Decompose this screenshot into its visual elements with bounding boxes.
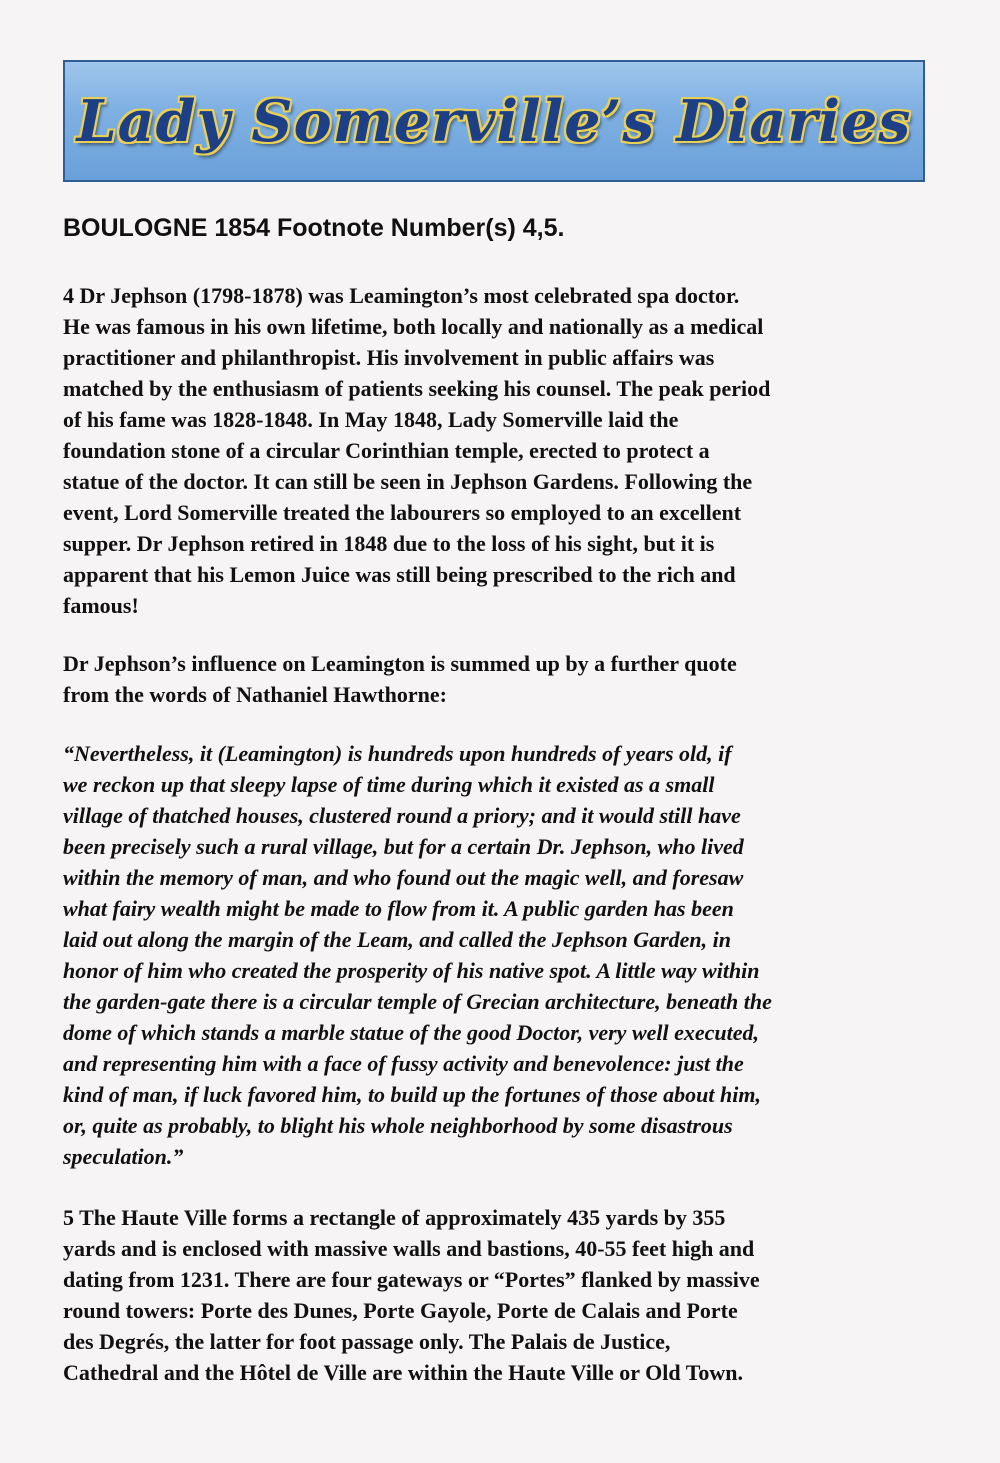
quote-line: dome of which stands a marble statue of the good Doctor, very well executed, <box>63 1020 760 1045</box>
quote-line: kind of man, if luck favored him, to build up the fortunes of those about him, <box>63 1082 761 1107</box>
quote-line: honor of him who created the prosperity of his native spot. A little way within <box>63 958 760 983</box>
footnote-4-line: of his fame was 1828-1848. In May 1848, Lady Somerville laid the <box>63 407 679 432</box>
quote-line: “Nevertheless, it (Leamington) is hundreds upon hundreds of years old, if <box>63 741 732 766</box>
footnote-5-line: Cathedral and the Hôtel de Ville are within the Haute Ville or Old Town. <box>63 1360 744 1385</box>
hawthorne-quote <box>63 738 933 1172</box>
footnote-4-line: supper. Dr Jephson retired in 1848 due to the loss of his sight, but it is <box>63 531 715 556</box>
quote-line: been precisely such a rural village, but for a certain Dr. Jephson, who lived <box>63 834 744 859</box>
footnote-5 <box>63 1202 933 1388</box>
footnote-4-line: He was famous in his own lifetime, both locally and nationally as a medical <box>63 314 764 339</box>
banner-title: Lady Somerville’s Diaries <box>76 87 912 155</box>
footnote-4-line: practitioner and philanthropist. His involvement in public affairs was <box>63 345 715 370</box>
influence-line: Dr Jephson’s influence on Leamington is summed up by a further quote <box>63 651 737 676</box>
footnote-4 <box>63 280 933 621</box>
footnote-4-line: 4 Dr Jephson (1798-1878) was Leamington’s most celebrated spa doctor. <box>63 283 740 308</box>
footnote-4-line: foundation stone of a circular Corinthian temple, erected to protect a <box>63 438 710 463</box>
footnote-5-line: round towers: Porte des Dunes, Porte Gayole, Porte de Calais and Porte <box>63 1298 738 1323</box>
footnote-5-line: yards and is enclosed with massive walls and bastions, 40-55 feet high and <box>63 1236 755 1261</box>
influence-line: from the words of Nathaniel Hawthorne: <box>63 682 447 707</box>
footnote-4-line: famous! <box>63 593 139 618</box>
footnote-4-line: apparent that his Lemon Juice was still being prescribed to the rich and <box>63 562 736 587</box>
footnote-5-line: des Degrés, the latter for foot passage only. The Palais de Justice, <box>63 1329 671 1354</box>
influence-paragraph <box>63 648 933 710</box>
quote-line: village of thatched houses, clustered round a priory; and it would still have <box>63 803 741 828</box>
quote-line: laid out along the margin of the Leam, and called the Jephson Garden, in <box>63 927 732 952</box>
quote-line: what fairy wealth might be made to flow from it. A public garden has been <box>63 896 734 921</box>
quote-line: and representing him with a face of fussy activity and benevolence: just the <box>63 1051 744 1076</box>
quote-line: we reckon up that sleepy lapse of time during which it existed as a small <box>63 772 715 797</box>
footnote-4-line: matched by the enthusiasm of patients seeking his counsel. The peak period <box>63 376 771 401</box>
quote-line: speculation.” <box>63 1144 184 1169</box>
title-banner <box>63 60 925 182</box>
footnote-5-line: dating from 1231. There are four gateways or “Portes” flanked by massive <box>63 1267 760 1292</box>
footnote-5-line: 5 The Haute Ville forms a rectangle of approximately 435 yards by 355 <box>63 1205 726 1230</box>
footnote-4-line: statue of the doctor. It can still be seen in Jephson Gardens. Following the <box>63 469 753 494</box>
page-heading: BOULOGNE 1854 Footnote Number(s) 4,5. <box>63 214 565 242</box>
footnote-4-line: event, Lord Somerville treated the labourers so employed to an excellent <box>63 500 742 525</box>
quote-line: or, quite as probably, to blight his whole neighborhood by some disastrous <box>63 1113 733 1138</box>
quote-line: the garden-gate there is a circular temple of Grecian architecture, beneath the <box>63 989 772 1014</box>
quote-line: within the memory of man, and who found out the magic well, and foresaw <box>63 865 744 890</box>
